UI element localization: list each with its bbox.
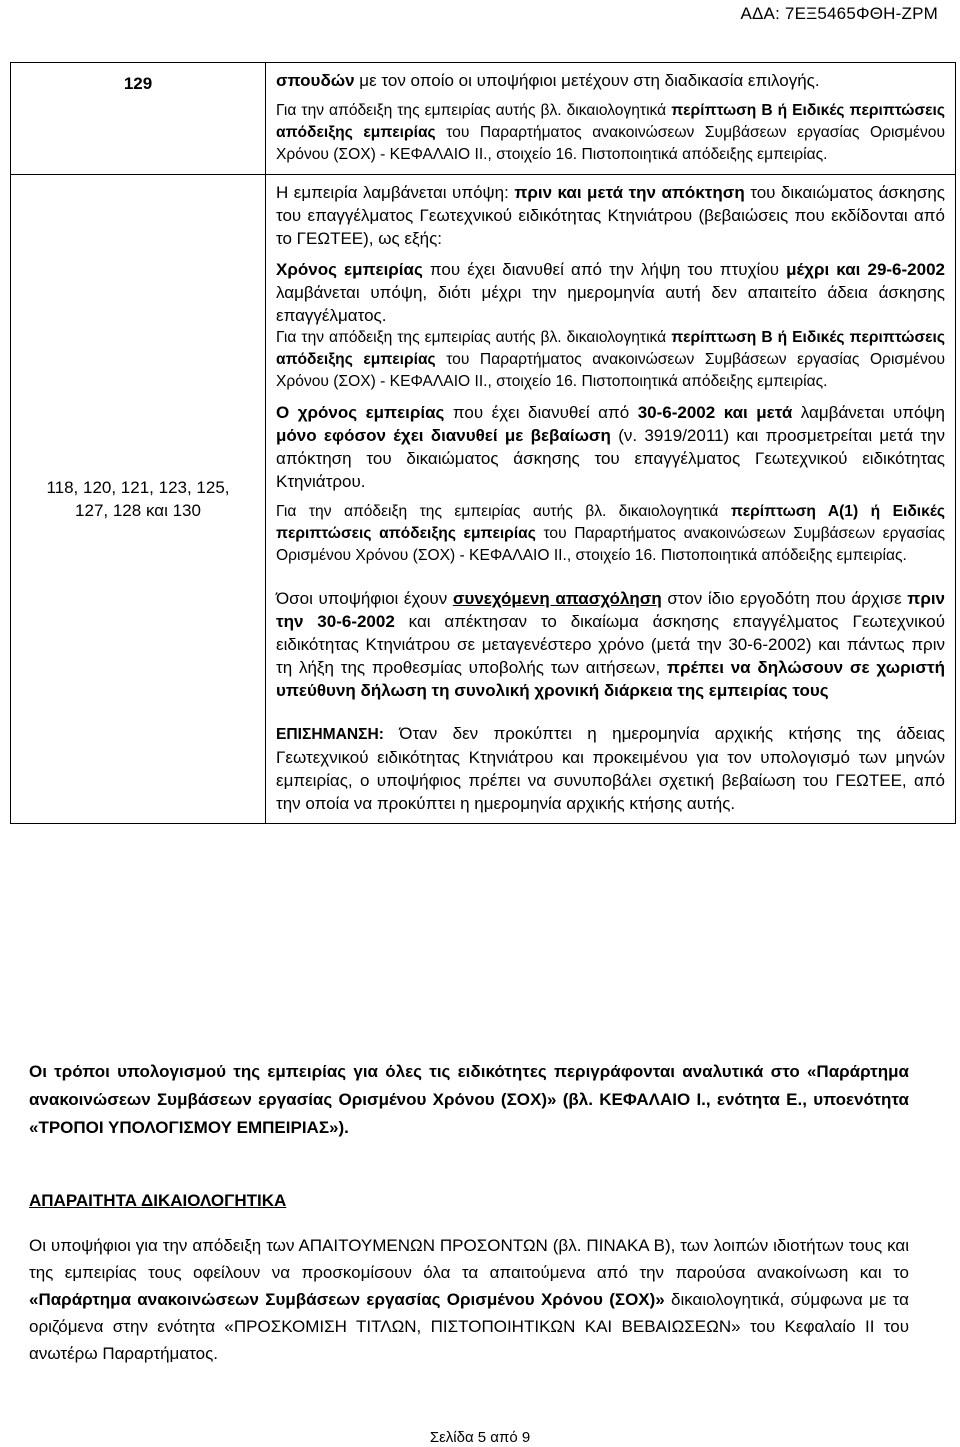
ada-code: ΑΔΑ: 7ΕΞ5465ΦΘΗ-ΖΡΜ — [740, 4, 938, 23]
underlined-bold-text: συνεχόμενη απασχόληση — [452, 589, 662, 608]
bold-text: πρέπει να δηλώσουν σε χωριστή υπεύθυνη δήλωση τη συνολική χρονική διάρκεια της εμπειρίας τους — [276, 658, 945, 700]
bold-text: περίπτωση Β ή Ειδικές περιπτώσεις απόδειξης εμπειρίας — [276, 329, 945, 368]
page-number: Σελίδα 5 από 9 — [429, 1429, 531, 1446]
description-cell — [266, 175, 956, 824]
text: Για την απόδειξη της εμπειρίας αυτής βλ. δικαιολογητικά — [276, 102, 672, 119]
text: Όταν δεν προκύπτει η ημερομηνία αρχικής κτήσης της άδειας Γεωτεχνικού ειδικότητας Κτηνιάτρου και προκειμένου για τον υπολογισμό των μηνών εμπειρίας, ο υποψήφιος πρέπει να συνυποβάλει σχετική βεβαίωση του ΓΕΩΤΕΕ, από την οποία να προκύπτει η ημερομηνία αρχικής κτήσης αυτής. — [276, 724, 945, 813]
bold-text: μόνο εφόσον έχει διανυθεί με βεβαίωση — [276, 426, 611, 445]
description-cell — [266, 63, 956, 175]
text: Για την απόδειξη της εμπειρίας αυτής βλ. δικαιολογητικά — [276, 503, 731, 520]
text: με τον οποίο οι υποψήφιοι μετέχουν στη διαδικασία επιλογής. — [354, 71, 820, 90]
paragraph — [276, 100, 945, 166]
text: (ν. 3919/2011) και προσμετρείται μετά την απόκτηση του δικαιώματος άσκησης του επαγγέλματος Γεωτεχνικού ειδικότητας Κτηνιάτρου. — [276, 426, 945, 491]
text: Όσοι υποψήφιοι έχουν — [276, 589, 453, 608]
specialty-code-cell — [11, 63, 266, 175]
bold-text: σπουδών — [276, 71, 355, 90]
specialty-codes — [11, 476, 265, 522]
text: του Παραρτήματος ανακοινώσεων Συμβάσεων εργασίας Ορισμένου Χρόνου (ΣΟΧ) - ΚΕΦΑΛΑΙΟ ΙΙ., στοιχείο 16. Πιστοποιητικά απόδειξης εμπειρίας. — [276, 124, 945, 163]
text: λαμβάνεται υπόψη — [792, 403, 945, 422]
bold-text: Χρόνος εμπειρίας — [276, 260, 423, 279]
bold-text: ΕΠΙΣΗΜΑΝΣΗ: — [276, 726, 384, 743]
bold-text: πριν την 30-6-2002 — [276, 589, 946, 631]
text: 118, 120, 121, 123, 125, — [46, 478, 230, 497]
text: και απέκτησαν το δικαίωμα άσκησης επαγγέλματος Γεωτεχνικού ειδικότητας Κτηνιάτρου σε μεταγενέστερο χρόνο (μετά την 30-6-2002) και πάντως πριν τη λήξη της προθεσμίας υποβολής των αιτήσεων, — [276, 612, 945, 677]
heading-text: ΑΠΑΡΑΙΤΗΤΑ ΔΙΚΑΙΟΛΟΓΗΤΙΚΑ — [29, 1191, 287, 1210]
text: του Παραρτήματος ανακοινώσεων Συμβάσεων εργασίας Ορισμένου Χρόνου (ΣΟΧ) - ΚΕΦΑΛΑΙΟ ΙΙ., στοιχείο 16. Πιστοποιητικά απόδειξης εμπειρίας. — [276, 525, 945, 564]
paragraph — [276, 258, 945, 327]
section-paragraph — [29, 1232, 909, 1367]
text: στον ίδιο εργοδότη που άρχισε — [661, 589, 908, 608]
paragraph — [276, 501, 945, 567]
paragraph — [276, 69, 945, 92]
text: 127, 128 και 130 — [75, 501, 201, 520]
paragraph — [276, 587, 945, 702]
section-heading — [29, 1187, 909, 1215]
table-row — [11, 175, 956, 824]
specialty-codes-cell — [11, 175, 266, 824]
text: λαμβάνεται υπόψη, διότι μέχρι την ημερομηνία αυτή δεν απαιτείτο άδεια άσκησης επαγγέλματος. — [276, 283, 945, 325]
paragraph — [276, 722, 945, 815]
table-row — [11, 63, 956, 175]
text: του δικαιώματος άσκησης του επαγγέλματος Γεωτεχνικού ειδικότητας Κτηνιάτρου (βεβαιώσεις που εκδίδονται από το ΓΕΩΤΕΕ), ως εξής: — [276, 183, 945, 248]
text: Για την απόδειξη της εμπειρίας αυτής βλ. δικαιολογητικά — [276, 329, 672, 346]
paragraph — [276, 327, 945, 393]
text: Η εμπειρία λαμβάνεται υπόψη: — [276, 183, 515, 202]
specialty-code: 129 — [123, 74, 153, 93]
text: Οι υποψήφιοι για την απόδειξη των ΑΠΑΙΤΟΥΜΕΝΩΝ ΠΡΟΣΟΝΤΩΝ (βλ. ΠΙΝΑΚΑ Β), των λοιπών ιδιοτήτων τους και της εμπειρίας τους οφείλουν να προσκομίσουν όλα τα απαιτούμενα από την παρούσα ανακοίνωση και το — [29, 1236, 909, 1282]
bold-text: περίπτωση Α(1) ή Ειδικές περιπτώσεις απόδειξης εμπειρίας — [276, 503, 945, 542]
paragraph — [276, 181, 945, 250]
paragraph — [276, 401, 945, 493]
bold-text: «Παράρτημα ανακοινώσεων Συμβάσεων εργασίας Ορισμένου Χρόνου (ΣΟΧ)» — [29, 1290, 665, 1309]
bold-text: περίπτωση Β ή Ειδικές περιπτώσεις απόδειξης εμπειρίας — [276, 102, 945, 141]
text: που έχει διανυθεί από την λήψη του πτυχίου — [422, 260, 787, 279]
text: δικαιολογητικά, σύμφωνα με τα οριζόμενα στην ενότητα «ΠΡΟΣΚΟΜΙΣΗ ΤΙΤΛΩΝ, ΠΙΣΤΟΠΟΙΗΤΙΚΩΝ ΚΑΙ ΒΕΒΑΙΩΣΕΩΝ» του Κεφαλαίο ΙΙ του ανωτέρω Παραρτήματος. — [29, 1290, 909, 1363]
bold-text: μέχρι και 29-6-2002 — [786, 260, 945, 279]
bold-text: 30-6-2002 και μετά — [637, 403, 793, 422]
bold-text: πριν και μετά την απόκτηση — [514, 183, 745, 202]
note-paragraph: Οι τρόποι υπολογισμού της εμπειρίας για όλες τις ειδικότητες περιγράφονται αναλυτικά στο «Παράρτημα ανακοινώσεων Συμβάσεων εργασίας Ορισμένου Χρόνου (ΣΟΧ)» (βλ. ΚΕΦΑΛΑΙΟ Ι., ενότητα Ε., υποενότητα «ΤΡΟΠΟΙ ΥΠΟΛΟΓΙΣΜΟΥ ΕΜΠΕΙΡΙΑΣ»). — [29, 1062, 909, 1137]
text: του Παραρτήματος ανακοινώσεων Συμβάσεων εργασίας Ορισμένου Χρόνου (ΣΟΧ) - ΚΕΦΑΛΑΙΟ ΙΙ., στοιχείο 16. Πιστοποιητικά απόδειξης εμπειρίας. — [276, 351, 945, 390]
bold-text: Ο χρόνος εμπειρίας — [276, 403, 445, 422]
experience-table — [10, 62, 956, 824]
text: που έχει διανυθεί από — [444, 403, 638, 422]
